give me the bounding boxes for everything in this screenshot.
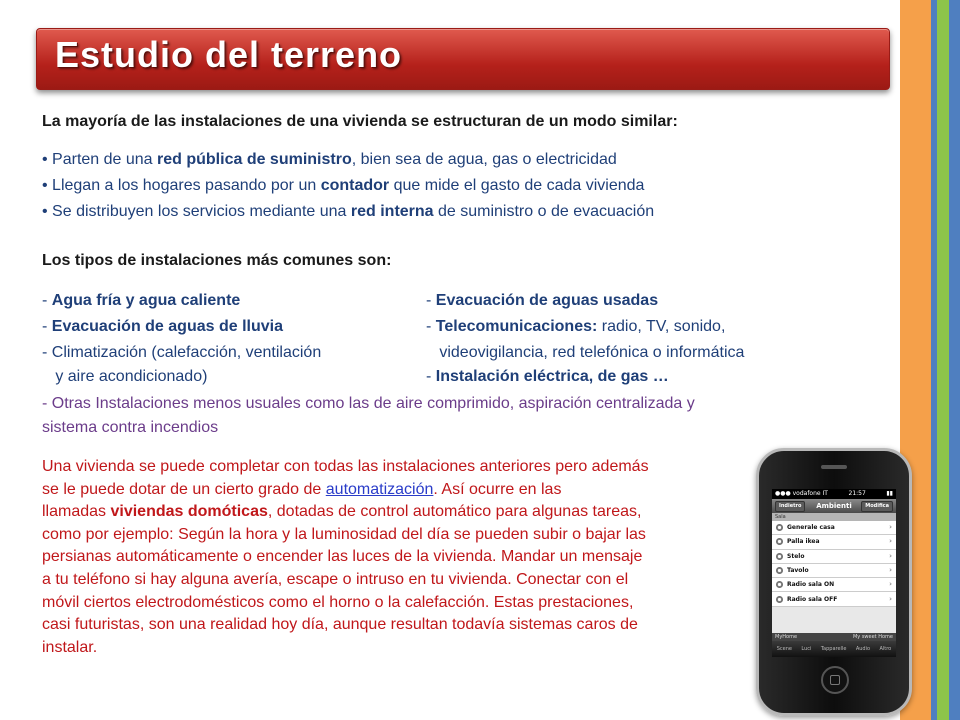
paragraph-line: persianas automáticamente o encender las luces de la vivienda. Mandar un mensaje (42, 548, 643, 566)
paragraph-line: a tu teléfono si hay alguna avería, escape o intruso en tu vivienda. Conectar con el (42, 570, 629, 588)
chevron-right-icon: › (889, 551, 892, 560)
title-banner (36, 28, 890, 90)
chevron-right-icon: › (889, 523, 892, 532)
bullet-item: • Parten de una red pública de suministro, bien sea de agua, gas o electricidad (42, 151, 617, 168)
phone-footer: MyHome My sweet Home (772, 633, 896, 641)
other-types-line: sistema contra incendios (42, 419, 219, 436)
bulb-icon (776, 567, 783, 574)
type-item: videovigilancia, red telefónica o informática (426, 344, 745, 361)
type-item: - Climatización (calefacción, ventilación (42, 344, 322, 361)
chevron-right-icon: › (889, 537, 892, 546)
phone-section-header: Sala (772, 513, 896, 521)
bullet-item: • Se distribuyen los servicios mediante una red interna de suministro o de evacuación (42, 203, 655, 220)
type-item: - Telecomunicaciones: radio, TV, sonido, (426, 318, 726, 335)
bulb-icon (776, 553, 783, 560)
chevron-right-icon: › (889, 580, 892, 589)
intro-text: La mayoría de las instalaciones de una vivienda se estructuran de un modo similar: (42, 113, 678, 130)
chevron-right-icon: › (889, 566, 892, 575)
stripe-blue-right (949, 0, 960, 720)
phone-speaker (821, 465, 847, 469)
type-item: - Agua fría y agua caliente (42, 292, 241, 309)
phone-list-item: Radio sala ON › (772, 578, 896, 592)
domotics-paragraph (42, 456, 742, 659)
phone-tab: Luci (801, 646, 812, 652)
phone-list-item: Stelo › (772, 550, 896, 564)
automatizacion-link[interactable]: automatización (325, 480, 434, 498)
paragraph-line: se le puede dotar de un cierto grado de automatización. Así ocurre en las (42, 480, 562, 498)
home-button-icon (821, 666, 849, 694)
chevron-right-icon: › (889, 594, 892, 603)
paragraph-line: casi futuristas, son una realidad hoy día, aunque resultan todavía sistemas caros de (42, 616, 638, 634)
stripe-green (937, 0, 949, 720)
phone-screen (772, 489, 896, 657)
phone-tab: Scene (776, 646, 792, 652)
paragraph-line: llamadas viviendas domóticas, dotadas de control automático para algunas tareas, (42, 503, 642, 521)
phone-nav-bar: Indietro Ambienti Modifica (772, 499, 896, 513)
other-types-line: - Otras Instalaciones menos usuales como las de aire comprimido, aspiración centralizada y (42, 395, 695, 412)
phone-list-item: Palla ikea › (772, 535, 896, 549)
bulb-icon (776, 524, 783, 531)
phone-status-bar: ●●● vodafone IT 21:57 ▮▮ (772, 489, 896, 499)
types-heading: Los tipos de instalaciones más comunes son: (42, 252, 392, 269)
phone-list-item: Generale casa › (772, 521, 896, 535)
radio-icon (776, 596, 783, 603)
type-item: - Instalación eléctrica, de gas … (426, 368, 669, 385)
page-title: Estudio del terreno (55, 34, 403, 75)
type-item: y aire acondicionado) (42, 368, 208, 385)
bullet-item: • Llegan a los hogares pasando por un contador que mide el gasto de cada vivienda (42, 177, 645, 194)
phone-list-item: Radio sala OFF › (772, 592, 896, 606)
phone-tab: Audio (855, 646, 871, 652)
paragraph-line: como por ejemplo: Según la hora y la luminosidad del día se pueden subir o bajar las (42, 525, 646, 543)
paragraph-line: Una vivienda se puede completar con todas las instalaciones anteriores pero además (42, 458, 649, 475)
type-item: - Evacuación de aguas de lluvia (42, 318, 283, 335)
radio-icon (776, 581, 783, 588)
paragraph-line: instalar. (42, 638, 98, 656)
phone-edit-button: Modifica (861, 501, 893, 512)
phone-back-button: Indietro (775, 501, 805, 512)
type-item: - Evacuación de aguas usadas (426, 292, 659, 309)
phone-tab-bar (772, 641, 896, 657)
phone-list-item: Tavolo › (772, 564, 896, 578)
phone-tab: Altro (879, 646, 892, 652)
bulb-icon (776, 538, 783, 545)
paragraph-line: móvil ciertos electrodomésticos como el horno o la calefacción. Estas prestaciones, (42, 593, 634, 611)
phone-tab: Tapparelle (820, 646, 847, 652)
smartphone-image (756, 448, 912, 716)
